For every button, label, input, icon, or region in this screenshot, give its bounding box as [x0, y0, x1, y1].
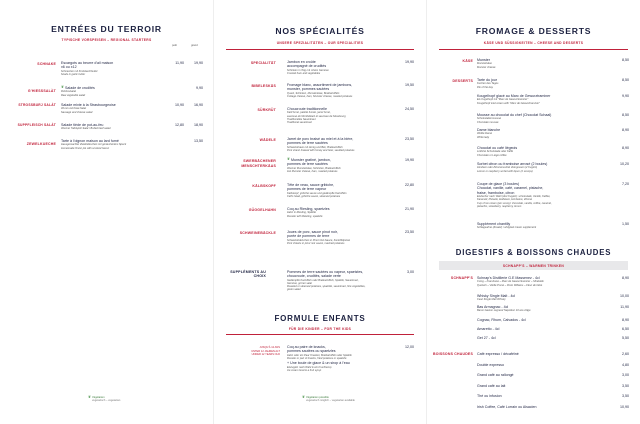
schnapps-item	[477, 276, 601, 287]
schnapps-item	[477, 318, 601, 322]
vegetarian-leaf-icon: ❦	[287, 157, 290, 161]
item-desc2: White lady	[477, 135, 490, 139]
schnapps-item	[477, 294, 601, 302]
item-desc3: Cup of ice cream (per scoop): chocolate, vanilla, coffee, caramel,	[477, 201, 552, 205]
speciality-category: SCHWEINEBÄCKLE	[239, 231, 276, 235]
speciality-price: 23,50	[405, 137, 414, 141]
dessert-price: 10,20	[620, 162, 629, 166]
hot-drink-name: Thé ou infusion	[477, 394, 502, 398]
item-desc3: Traditionelles Sauerkraut	[287, 117, 316, 121]
hot-drink-name: Irish Coffee, Café Lorrain ou Alsacien	[477, 404, 537, 409]
item-desc: Eisbecher nach Wahl (drei Kugeln): schokolade, Vanille, Kaffee,	[477, 195, 551, 199]
item-name-text: Choucroute traditionnelle	[287, 107, 327, 111]
dessert-item	[477, 78, 601, 89]
cat-schnake: SCHNAKE	[37, 62, 56, 66]
item-desc: Schokoladenmousse	[477, 117, 502, 121]
item-desc2: Pork cheeks in pinot noir sauce, mashed potatoes	[287, 242, 345, 246]
schnapps-item	[477, 336, 601, 340]
item-desc2: Chocolate or Liege coffee	[477, 153, 507, 157]
item-desc: Kaßl fumé, palette fumée, jarret fumé,	[287, 111, 331, 115]
item-desc: Quark, Schinken, Munsterkäse, Bratkartoffeln	[287, 91, 340, 95]
price-grand: 13,50	[194, 139, 203, 143]
hot-drink-price: 4,80	[622, 362, 629, 367]
item-desc4: Traditional sauerkraut	[287, 121, 312, 125]
item-name-2: munster, pommes sautées	[287, 87, 330, 92]
vegetarian-possible-footnote: ❦Végétarien possible vegetarisch möglich – vegetarian available	[302, 395, 355, 403]
item-desc: Lüttiche Schokolade oder Kaffe	[477, 150, 514, 154]
starters-title: ENTRÉES DU TERROIR	[51, 24, 162, 34]
item-name: Kougelhopf glacé au Marc de Gewurztraminer	[477, 94, 551, 98]
item-desc: Warmer Munsterkäse, Schinken, Bratkartoffeln	[287, 166, 341, 170]
starters-page	[0, 0, 213, 424]
item-desc2: Crusted ham and vegetables	[287, 72, 321, 76]
schnapps-price: 10,00	[620, 294, 629, 298]
cheese-price: 8,50	[622, 58, 629, 62]
dessert-price: 8,90	[622, 146, 629, 150]
item-name-text: Jarret de porc braisé au miel et à la bière,	[287, 137, 354, 141]
item-desc2: Pie of the day	[477, 85, 493, 89]
item-desc: Hahn in Riesling, Spätzle	[287, 211, 316, 215]
item-name: Bas Armagnac - 4cl	[477, 305, 509, 309]
hot-drink-price: 3,50	[622, 394, 629, 398]
item-name: Whisky Single Malt - 4cl	[477, 294, 516, 298]
drinks-subtitle: SCHNAPP'S – WARMEN TRINKEN	[502, 264, 565, 268]
cat-boissons-chaudes: BOISSONS CHAUDES	[433, 352, 473, 356]
item-desc2: Kougelhopf iced cream with "Marc de Gewurztraminer"	[477, 101, 540, 105]
dessert-price: 9,90	[622, 94, 629, 98]
item-name-2: purée de pommes de terre	[287, 234, 330, 239]
dessert-price: 8,50	[622, 113, 629, 117]
hot-drink-price: 10,90	[620, 404, 629, 409]
speciality-category: GÜGGELHAHN	[248, 208, 276, 212]
kids-age-label: JUSQU'À 12 ANS UNTER 12 JAHREN ALT UNDER 12 YEARS OLD	[251, 346, 280, 356]
cat-schnapps: SCHNAPP'S	[450, 276, 473, 280]
item-name: Cognac, Rhum, Calvados - 4cl	[477, 318, 526, 322]
item-desc: Weiße Dame	[477, 132, 493, 136]
item-name: Tarte à l'oignon maison au lard fumé	[61, 139, 119, 143]
item-name-3: fraise, framboise, citron	[477, 190, 515, 195]
item-desc2: Quetsch – Vieille Prune – Poire Williams – Fleur de bière	[477, 283, 543, 287]
kids-subtitle: FÜR DIE KINDER – FOR THE KIDS	[288, 327, 352, 331]
item-name: Amaretto - 4cl	[477, 327, 500, 331]
dessert-price: 8,50	[622, 78, 629, 82]
item-name: Salade tiède de pot-au-feu	[61, 123, 104, 127]
speciality-price: 22,80	[405, 183, 414, 187]
starter-item	[61, 123, 169, 131]
item-desc: Eis Kugelhopf mit "Marc de Gewurztraminer"	[477, 98, 529, 102]
kids-item: Coq au paire de knacks, pommes sautées ou spaetzles Hahn oder ein Paar Knacker, Bratkartoffeln oder Spätzle Rooster or pair of knacks, fried potatoes or spaetzle + Une boule de glace & un sirop à l'eau Eiskugeln nach Wahl & ein Fruchtsirup Ice cream bowl & a fruit syrup	[287, 345, 352, 372]
speciality-item	[287, 107, 395, 124]
supplements-item: Pommes de terre sautées ou vapeur, spaetzles, choucroute, crudités, salade verte Gedämpfte Kartoffeln oder Bratkartoffeln, Spätzle, Sauerkraut, Gemüse, grüner salat Roasted or steamed potatoes, spaetzle, sauerkraut, fine vegetables, green salad	[287, 270, 366, 292]
schnapps-price: 6,50	[622, 327, 629, 331]
hot-drink-price: 3,50	[622, 383, 629, 388]
item-name-2: Chocolat, vanille, café, caramel, pistache,	[477, 186, 544, 191]
cat-supplements: SUPPLÉMENTS AU CHOIX	[230, 270, 266, 279]
cat-kase: KÄSE	[462, 59, 473, 63]
item-name: Mousse au chocolat du chef (Chocolat Schaal)	[477, 113, 552, 117]
starters-subtitle: TYPISCHE VORSPEISEN – REGIONAL STARTERS	[61, 38, 152, 42]
item-desc: Hausgemachter Zwiebelkuchen mit geräuchertem Speck	[61, 143, 127, 147]
item-desc2: Chocolate mousse	[477, 120, 499, 124]
speciality-price: 24,50	[405, 107, 414, 111]
speciality-price: 23,50	[405, 230, 414, 234]
cat-strossburj: STROSSBURJ SALÀT	[18, 103, 56, 107]
item-name-text: Fromage blanc, assortiment de jambons,	[287, 83, 353, 87]
cat-desserts: DESSERTS	[452, 79, 473, 83]
item-name-2: pommes de terre sautées	[287, 141, 328, 146]
item-desc: Himbeer oder Zitronensorbet übergossen (2 Kugeln)	[477, 166, 538, 170]
item-desc: Kuchen des Tages	[477, 82, 499, 86]
schnapps-price: 8,90	[622, 276, 629, 280]
price-grand: 19,90	[194, 61, 203, 65]
item-name: Tarte du jour	[477, 78, 497, 82]
speciality-category: SWERBÄCHENER MENSCHTERKÄAS	[241, 159, 276, 168]
item-desc: Wurst und Käse Salat	[61, 107, 87, 111]
item-desc: Schinken in Teig mit rohem Gemüse	[287, 68, 329, 72]
item-name: Schnap's Distillerie G.E Massenez - 4cl	[477, 276, 540, 280]
item-desc: Schweinebäckchen in Pinot Noir-Sauce, Kartoffelpüree	[287, 238, 351, 242]
item-name-text: Joues de porc, sauce pinot noir,	[287, 230, 338, 234]
hot-drink-price: 2,60	[622, 352, 629, 356]
item-name: Salade mixte à la Strasbourgeoise	[61, 103, 116, 107]
cat-ghiesssalat: G'HIESSSALÀT	[27, 89, 56, 93]
speciality-item	[287, 207, 395, 218]
speciality-item	[287, 83, 395, 98]
schnapps-item	[477, 327, 601, 331]
schnapps-price: 8,90	[622, 318, 629, 322]
item-name: Supplément chantilly	[477, 222, 511, 226]
price-grand: 9,90	[196, 86, 203, 90]
vegetarian-leaf-icon: ❦	[88, 395, 91, 399]
item-desc2: Lemon or raspberry sorbet with liquor (2 scoops)	[477, 169, 533, 173]
item-desc: Schlagsahne (Zusatz) / whipped cream supplement	[477, 226, 537, 230]
divider	[439, 49, 628, 50]
item-name-text: Munster gratiné, jambon,	[291, 158, 331, 162]
item-name-2: x6 ou x12	[61, 65, 77, 70]
item-name-text: Coq au Riesling, spaetzles	[287, 207, 330, 211]
item-name-2: pommes de terre sautées	[287, 162, 328, 167]
speciality-category: WÄDELE	[259, 138, 276, 142]
item-desc: Kalbskopf, gribiche sauce und gedämpfte Kartoffeln	[287, 191, 347, 195]
speciality-category: SÜRKRÜT	[257, 108, 276, 112]
item-desc: Warmer Tafelspitz Salat / Boiled beef salad	[61, 127, 111, 131]
hot-drink-name: Double expresso	[477, 362, 504, 367]
item-name: Chocolat ou café liégeois	[477, 146, 518, 150]
item-desc2: saucisse de Montbéliard et saucisse de Strasbourg	[287, 114, 346, 118]
speciality-category: KÄLBSKOPF	[252, 184, 276, 188]
divider	[226, 334, 414, 335]
price-petit: 11,90	[175, 61, 184, 65]
item-name: Dame blanche	[477, 128, 501, 132]
starter-item	[61, 61, 169, 76]
col-grand: grand	[191, 44, 198, 47]
item-name: Get 27 - 4cl	[477, 336, 496, 340]
item-name-2: pommes de terre vapeur	[287, 187, 327, 192]
starter-item	[61, 103, 169, 114]
item-desc2: Calf's head, gribiche sauce, steamed potatoes	[287, 195, 341, 199]
hot-drink-name: Café expresso / décaféiné	[477, 352, 519, 356]
speciality-item	[287, 137, 395, 152]
specialities-title: NOS SPÉCIALITÉS	[275, 26, 365, 36]
item-name: Sorbet citron ou framboise arrosé (2 boules)	[477, 162, 548, 166]
speciality-item	[287, 230, 395, 245]
item-desc: Schnecken mit Knoblauchbutter	[61, 69, 98, 73]
speciality-item	[287, 183, 395, 198]
dessert-price: 7,20	[622, 182, 629, 186]
vegetarian-footnote: ❦Végétarien vegetarisch – vegetarian	[88, 395, 121, 403]
price-grand: 16,90	[194, 103, 203, 107]
drinks-title: DIGESTIFS & BOISSONS CHAUDES	[455, 248, 612, 257]
item-desc2: Cottage cheese, ham, Munster cheese, roasted potatoes	[287, 95, 353, 99]
dessert-item	[477, 113, 601, 124]
item-name: Coupe de glace (3 boules)	[477, 182, 520, 186]
cheese-item: Munster Munsterkäse Munster cheese	[477, 58, 496, 69]
speciality-item	[287, 158, 395, 173]
dessert-item	[477, 182, 601, 208]
item-name-text: Jambon en croûte	[287, 60, 316, 64]
item-desc2: Rooster with Riesling, spaetzle	[287, 214, 323, 218]
cat-suppfleisch: SUPPFLEISCH SALÀT	[17, 123, 56, 127]
schnapps-price: 11,90	[620, 305, 629, 309]
speciality-item	[287, 60, 395, 75]
hot-drink-name: Grand café au lait	[477, 383, 506, 388]
item-desc: Cask Single Malt Whisky	[477, 298, 506, 302]
item-desc-2: Raw vegetable salad	[61, 93, 86, 97]
dessert-price: 1,50	[622, 222, 629, 226]
hot-drink-name: Grand café au rallongé	[477, 373, 514, 377]
item-desc: Baron Gaston Legrand Napoléon 10 ans d'âge	[477, 309, 531, 313]
vegetarian-leaf-icon: ❦	[61, 85, 64, 89]
kids-price: 12,00	[405, 345, 414, 349]
desserts-subtitle: KÄSE UND SÜSSIGKEITEN – CHEESE AND DESSERTS	[483, 41, 584, 45]
item-name-text: Tête de veau, sauce gribiche,	[287, 183, 335, 187]
item-desc2: Pork shank braised with honey and beer, sautéed potatoes	[287, 149, 355, 153]
specialities-subtitle: UNSERE SPEZIALITÄTEN – OUR SPECIALITIES	[276, 41, 364, 45]
price-grand: 18,90	[194, 123, 203, 127]
supplements-price: 3,00	[407, 270, 414, 274]
dessert-item	[477, 222, 601, 230]
speciality-price: 21,90	[405, 207, 414, 211]
dessert-item	[477, 146, 601, 157]
hot-drink-price: 3,00	[622, 373, 629, 377]
vegetarian-possible-leaf-icon: ❦	[302, 395, 305, 399]
item-desc4: pistachio, strawberry, raspberry, lemon	[477, 204, 522, 208]
item-desc2: Karamell, Pistazie, Erdbeere, Himbeere, Zitrone	[477, 198, 533, 202]
schnapps-item	[477, 305, 601, 313]
price-petit: 12,80	[175, 123, 184, 127]
dessert-item	[477, 128, 601, 139]
desserts-title: FROMAGE & DESSERTS	[475, 26, 592, 36]
item-desc-2: Sausage and cheese salad	[61, 110, 93, 114]
kids-title: FORMULE ENFANTS	[274, 314, 366, 323]
dessert-item	[477, 94, 601, 105]
item-name: Salade de crudités	[65, 86, 95, 90]
cat-zewelkueche: ZEWELKUECHE	[26, 142, 56, 146]
speciality-price: 19,90	[405, 158, 414, 162]
item-desc: Coing – Framboise – Marc de Gewurztraminer – Mirabelle	[477, 280, 544, 284]
speciality-category: SPECIALITÄT	[250, 61, 276, 65]
item-name: Escargots au beurre d'ail maison	[61, 61, 114, 65]
dessert-price: 8,90	[622, 128, 629, 132]
starter-item	[61, 139, 169, 150]
item-desc2: Hot Munster cheese, ham, roasted potatoes	[287, 170, 338, 174]
item-desc-2: Homemade Onion pie with smoked bacon	[61, 146, 110, 150]
speciality-price: 19,50	[405, 83, 414, 87]
col-petit: petit	[172, 44, 177, 47]
dessert-item	[477, 162, 601, 173]
item-desc-2: Snails in garlic butter	[61, 73, 86, 77]
drinks-subtitle-bar	[439, 261, 628, 270]
specialities-page	[213, 0, 427, 424]
price-petit: 10,90	[175, 103, 184, 107]
divider	[226, 49, 414, 50]
item-name-2: accompagné de crudités	[287, 64, 327, 69]
desserts-page	[427, 0, 640, 424]
speciality-category: BIBELESKÄS	[251, 84, 276, 88]
schnapps-price: 5,50	[622, 336, 629, 340]
starter-item	[61, 86, 169, 97]
speciality-price: 19,90	[405, 60, 414, 64]
item-desc: Rohkostsalat	[61, 90, 76, 94]
item-desc: Schweinehaxe mit Honig und Bier, Bratkartoffeln	[287, 145, 343, 149]
